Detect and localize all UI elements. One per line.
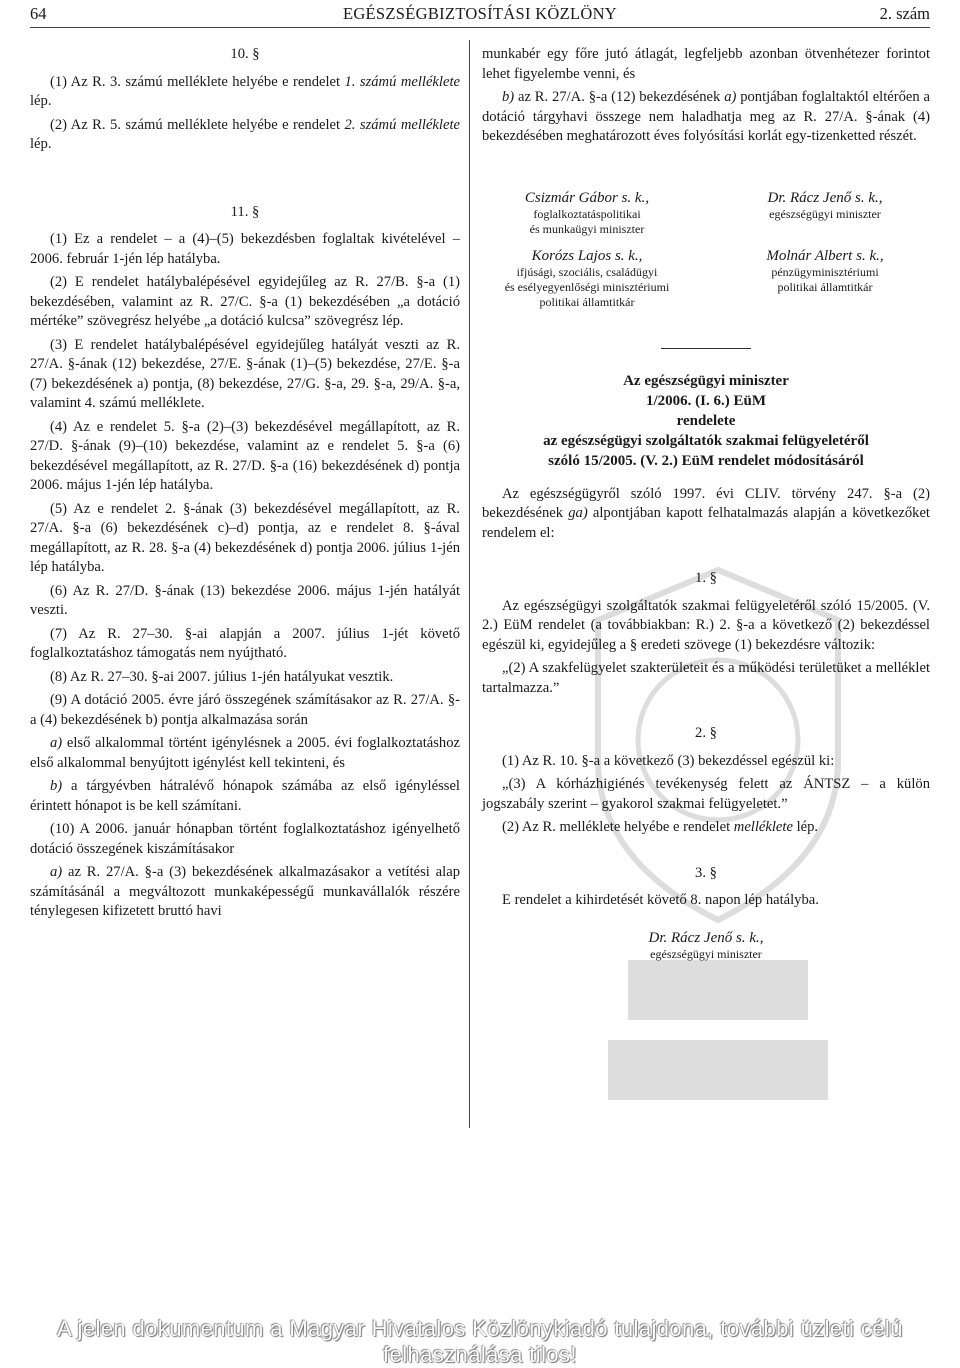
signature-role: foglalkoztatáspolitikai és munkaügyi miniszter [529, 206, 645, 236]
paragraph: (3) E rendelet hatálybalépésével egyidejűleg hatályát veszti az R. 27/A. §-ának (12) bekezdése, 27/E. §-ának (1)–(5) bekezdése, 27/E. §-a (7) bekezdésének a) pontja, (8) bekezdése, 27/G. §-a, 29. §-a, 29/A. §-a, valamint 4. számú melléklete. [30, 336, 460, 411]
signature-role: pénzügyminisztériumi politikai államtitkár [771, 264, 879, 294]
signature-right [720, 189, 930, 320]
signature-name: Molnár Albert s. k., [766, 247, 884, 264]
section-heading: 2. § [695, 725, 717, 741]
paragraph: Az egészségügyi szolgáltatók szakmai felügyeletéről szóló 15/2005. (V. 2.) EüM rendelet (a továbbiakban: R.) 2. §-a a következő (2) bekezdéssel egészül ki, egyidejűleg a § eredeti szövege (1) bekezdésre változik: [482, 597, 930, 653]
left-column [30, 45, 460, 926]
paragraph: b) a tárgyévben hátralévő hónapok számába az első igényléssel érintett hónapot is be kell számítani. [30, 778, 460, 814]
issue-number: 2. szám [879, 4, 930, 23]
signature-role: ifjúsági, szociális, családügyi és esélyegyenlőségi minisztériumi politikai államtitkár [504, 264, 670, 309]
paragraph: (1) Az R. 10. §-a a következő (3) bekezdéssel egészül ki: [502, 752, 835, 769]
paragraph: (1) Ez a rendelet – a (4)–(5) bekezdésben foglaltak kivételével – 2006. február 1-jén lép hatályba. [30, 231, 460, 267]
paragraph: (9) A dotáció 2005. évre járó összegének számításakor az R. 27/A. §-a (4) bekezdésének b) pontja alkalmazása során [30, 692, 460, 728]
section-heading: 11. § [230, 203, 260, 220]
page-number: 64 [30, 4, 47, 23]
paragraph: (2) E rendelet hatálybalépésével egyidejűleg az R. 27/B. §-a (1) bekezdésében, valamint az R. 27/C. §-a (1) bekezdésében „a dotáció mértéke” szövegrész helyébe „a dotáció kulcsa” szövegrész lép. [30, 274, 460, 329]
right-column [482, 45, 930, 972]
paragraph: b) az R. 27/A. §-a (12) bekezdésének a) pontjában foglaltaktól eltérően a dotáció tárgyhavi összege nem haladhatja meg az R. 27/A. §-ának (4) bekezdésében meghatározott éves folyósítási korlát egy-tizenketted részét. [482, 89, 930, 144]
journal-title: EGÉSZSÉGBIZTOSÍTÁSI KÖZLÖNY [342, 4, 618, 23]
paragraph: (6) Az R. 27/D. §-ának (13) bekezdése 2006. május 1-jén hatályát veszti. [30, 582, 460, 618]
signature-left [482, 189, 692, 320]
signature-role: egészségügyi miniszter [769, 206, 881, 221]
header-rule [30, 27, 930, 28]
copyright-notice: A jelen dokumentum a Magyar Hivatalos Közlönykiadó tulajdona, további üzleti célú felhasználása tilos! [57, 1316, 903, 1367]
paragraph: a) az R. 27/A. §-a (3) bekezdésének alkalmazásakor a vetítési alap számításánál a megváltozott munkaképességű munkavállalók részére ténylegesen kifizetett bruttó havi [30, 864, 460, 919]
paragraph: (2) Az R. 5. számú melléklete helyébe e rendelet 2. számú melléklete lép. [30, 116, 460, 152]
final-signature [482, 929, 930, 962]
paragraph: „(3) A kórházhigiénés tevékenység felett az ÁNTSZ – a külön jogszabály szerint – gyakorol szakmai felügyeletet.” [482, 776, 930, 812]
paragraph: (4) Az e rendelet 5. §-a (2)–(3) bekezdésével megállapított, az R. 27/D. §-ának (9)–(10) bekezdése, valamint az e rendelet 5. §-a (6) bekezdésével megállapított, az R. 27/D. §-a (16) bekezdésének d) pontja 2006. május 1-jén lép hatályba. [30, 418, 460, 493]
paragraph: (7) Az R. 27–30. §-ai alapján a 2007. július 1-jét követő foglalkoztatáshoz támogatás nem nyújtható. [30, 625, 460, 661]
separator-rule [661, 348, 751, 349]
paragraph: E rendelet a kihirdetését követő 8. napon lép hatályba. [502, 892, 819, 908]
section-heading: 1. § [695, 570, 717, 586]
paragraph: (8) Az R. 27–30. §-ai 2007. július 1-jén hatályukat vesztik. [50, 668, 394, 685]
signature-name: Csizmár Gábor s. k., [524, 189, 650, 206]
signature-role: egészségügyi miniszter [650, 946, 762, 961]
paragraph: (10) A 2006. január hónapban történt foglalkoztatáshoz igényelhető dotáció összegének kiszámításakor [30, 821, 460, 857]
page-header [30, 4, 930, 26]
paragraph: Az egészségügyről szóló 1997. évi CLIV. törvény 247. §-a (2) bekezdésének ga) alpontjában kapott felhatalmazás alapján a következőket rendelem el: [482, 485, 930, 541]
paragraph: (5) Az e rendelet 2. §-ának (3) bekezdésével megállapított, az R. 27/A. §-a (6) bekezdésének c)–d) pontja, az e rendelet 8. §-ával megállapított, az R. 28. §-a (4) bekezdésének d) pontja 2006. július 1-jén lép hatályba. [30, 500, 460, 575]
paragraph: „(2) A szakfelügyelet szakterületeit és a működési területüket a melléklet tartalmazza.” [482, 660, 930, 696]
section-heading: 3. § [695, 864, 717, 881]
paragraph: munkabér egy főre jutó átlagát, legfeljebb azonban ötvenhétezer forintot lehet figyelembe venni, és [482, 46, 930, 82]
paragraph: (1) Az R. 3. számú melléklete helyébe e rendelet 1. számú melléklete lép. [30, 73, 460, 109]
signature-name: Dr. Rácz Jenő s. k., [648, 929, 764, 946]
signature-name: Dr. Rácz Jenő s. k., [767, 189, 883, 206]
column-divider [469, 40, 470, 1128]
paragraph: (2) Az R. melléklete helyébe e rendelet melléklete lép. [502, 819, 819, 835]
paragraph: a) első alkalommal történt igénylésnek a 2005. évi foglalkoztatáshoz első alkalommal benyújtott igénylést kell tekinteni, és [30, 735, 460, 771]
decree-title: Az egészségügyi miniszter 1/2006. (I. 6.) EüM rendelete az egészségügyi szolgáltatók szakmai felügyeletéről szóló 15/2005. (V. 2.) EüM rendelet módosításáról [543, 372, 869, 469]
section-heading: 10. § [230, 46, 260, 62]
signature-name: Korózs Lajos s. k., [531, 247, 643, 264]
signature-block [482, 189, 930, 320]
